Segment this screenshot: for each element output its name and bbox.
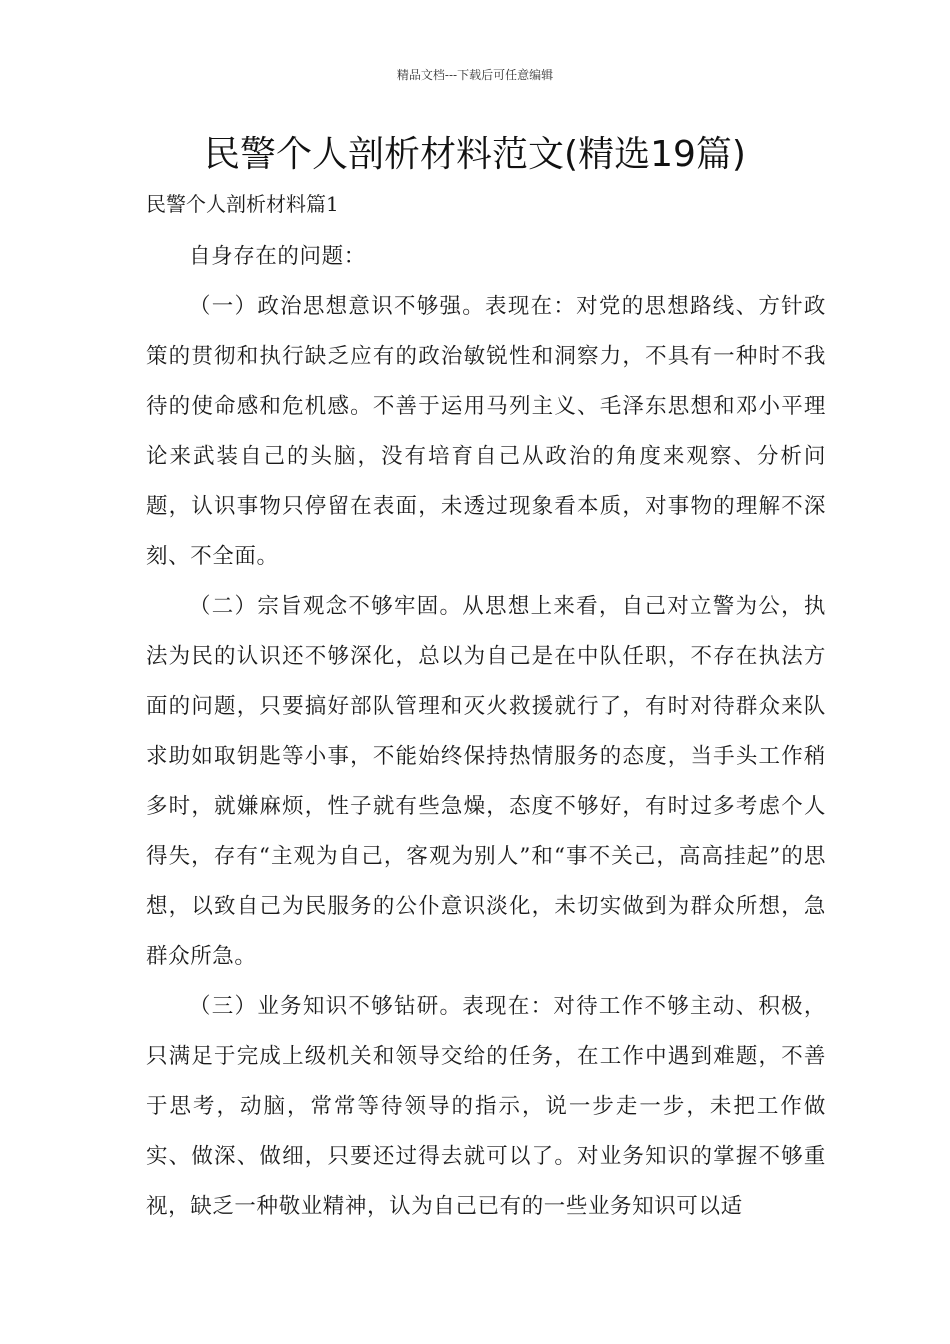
header-note: 精品文档---下载后可任意编辑 — [396, 68, 554, 82]
document-title: 民警个人剖析材料范文(精选19篇) — [204, 134, 746, 175]
paragraph-problem-1: （一）政治思想意识不够强。表现在：对党的思想路线、方针政策的贯彻和执行缺乏应有的政治敏锐性和洞察力，不具有一种时不我待的使命感和危机感。不善于运用马列主义、毛泽东思想和邓小平理论来武装自己的头脑，没有培育自己从政治的角度来观察、分析问题，认识事物只停留在表面，未透过现象看本质，对事物的理解不深刻、不全面。 — [146, 294, 826, 569]
paragraph-problem-2: （二）宗旨观念不够牢固。从思想上来看，自己对立警为公，执法为民的认识还不够深化，总以为自己是在中队任职，不存在执法方面的问题，只要搞好部队管理和灭火救援就行了，有时对待群众来队求助如取钥匙等小事，不能始终保持热情服务的态度，当手头工作稍多时，就嫌麻烦，性子就有些急燥，态度不够好，有时过多考虑个人得失，存有“主观为自己，客观为别人”和“事不关己，高高挂起”的思想，以致自己为民服务的公仆意识淡化，未切实做到为群众所想，急群众所急。 — [146, 594, 826, 969]
document-body — [146, 232, 826, 1232]
paragraph-problem-3: （三）业务知识不够钻研。表现在：对待工作不够主动、积极，只满足于完成上级机关和领导交给的任务，在工作中遇到难题，不善于思考，动脑，常常等待领导的指示，说一步走一步，未把工作做实、做深、做细，只要还过得去就可以了。对业务知识的掌握不够重视，缺乏一种敬业精神，认为自己已有的一些业务知识可以适 — [146, 994, 826, 1219]
section-heading: 民警个人剖析材料篇1 — [146, 192, 339, 216]
paragraph-intro: 自身存在的问题： — [189, 244, 366, 269]
